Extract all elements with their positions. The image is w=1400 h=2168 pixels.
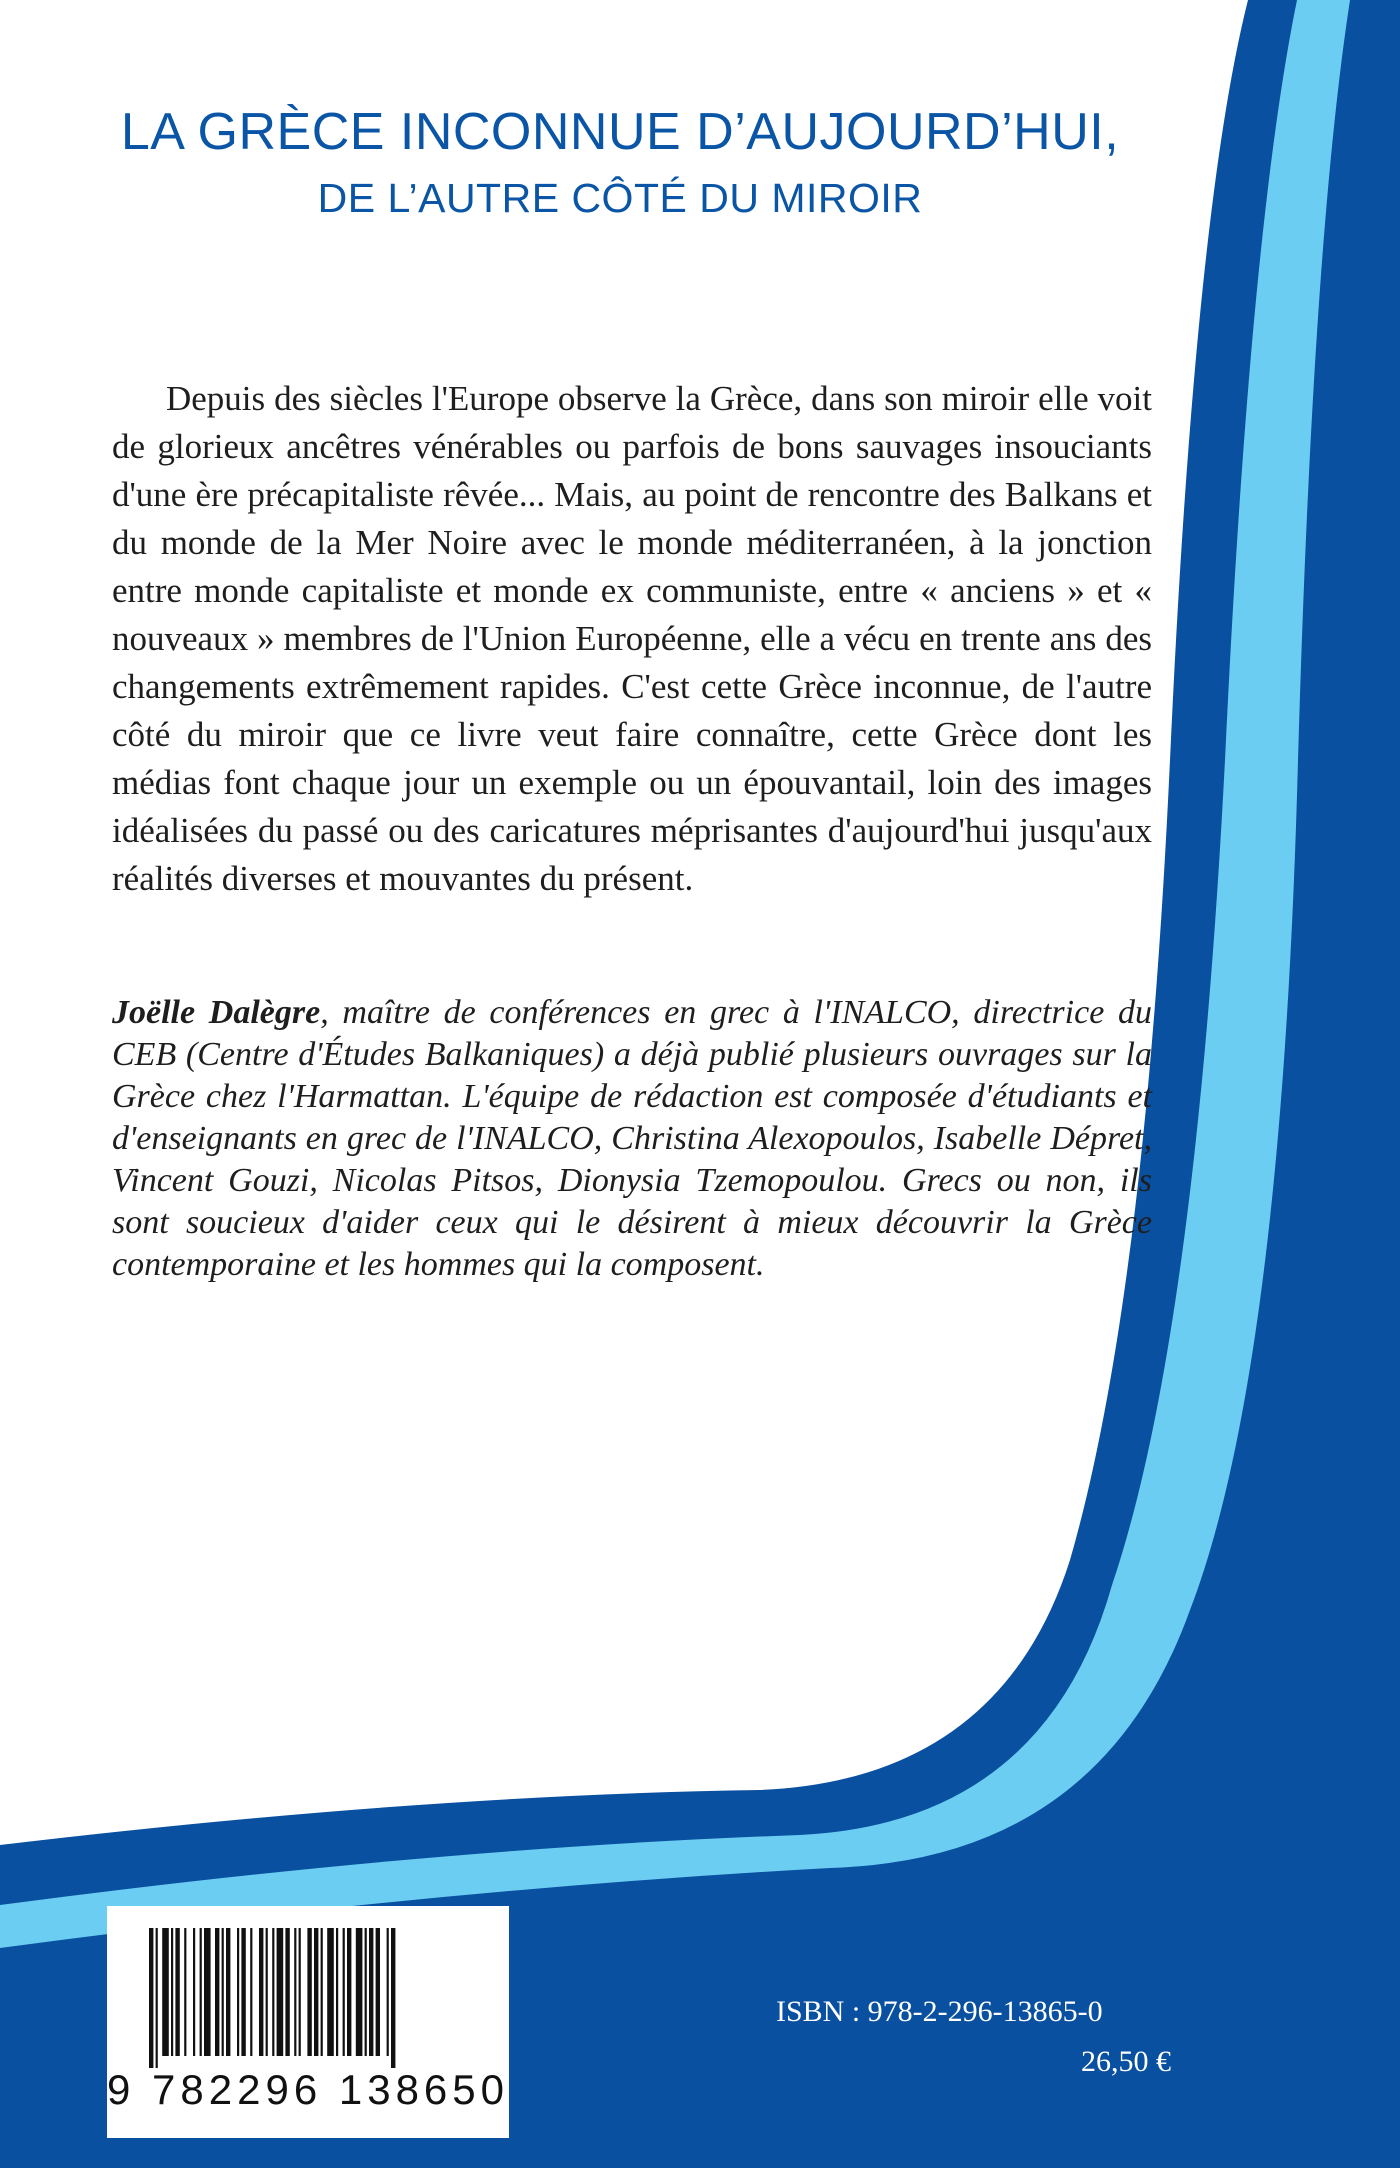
author-name: Joëlle Dalègre [112,994,321,1031]
title-line-1: LA GRÈCE INCONNUE D’AUJOURD’HUI, [120,103,1120,161]
barcode-bar [250,1928,252,2056]
barcode-bar [277,1928,284,2056]
intro-paragraph: Depuis des siècles l'Europe observe la Grèce, dans son miroir elle voit de glorieux ancêtres vénérables ou parfois de bons sauvages insouciants d'une ère précapitaliste rêvée... Mais, au point de rencontre des Balkans et du monde de la Mer Noire avec le monde méditerranéen, à la jonction entre monde capitaliste et monde ex communiste, entre « anciens » et « nouveaux » membres de l'Union Européenne, elle a vécu en trente ans des changements extrêmement rapides. C'est cette Grèce inconnue, de l'autre côté du miroir que ce livre veut faire connaître, cette Grèce dont les médias font chaque jour un exemple ou un épouvantail, loin des images idéalisées du passé ou des caricatures méprisantes d'aujourd'hui jusqu'aux réalités diverses et mouvantes du présent. [112,379,1152,898]
barcode-bar [184,1928,186,2056]
isbn-label: ISBN : 978-2-296-13865-0 [776,1995,1103,2028]
barcode-bar [327,1928,334,2056]
barcode-bars [149,1928,467,2068]
barcode-bar [294,1928,296,2056]
barcode [107,1906,509,2138]
barcode-bar [391,1928,395,2068]
author-bio: , maître de conférences en grec à l'INALCO, directrice du CEB (Centre d'Études Balkaniques) a déjà publié plusieurs ouvrages sur la Grèce chez l'Harmattan. L'équipe de rédaction est composée d'étudiants et d'enseignants en grec de l'INALCO, Christina Alexopoulos, Isabelle Dépret, Vincent Gouzi, Nicolas Pitsos, Dionysia Tzemopoulou. Grecs ou non, ils sont soucieux d'aider ceux qui le désirent à mieux découvrir la Grèce contemporaine et les hommes qui la composent. [112,994,1152,1283]
barcode-bar [149,1928,153,2068]
barcode-bar [162,1928,169,2056]
barcode-bar [321,1928,323,2056]
barcode-bar [266,1928,268,2056]
barcode-bar [171,1928,173,2056]
title-line-2: DE L’AUTRE CÔTÉ DU MIROIR [317,175,923,221]
barcode-bar [299,1928,301,2056]
barcode-bar [343,1928,345,2056]
barcode-bar [259,1928,263,2056]
barcode-bar [347,1928,351,2056]
barcode-bar [175,1928,179,2056]
barcode-bar [215,1928,219,2056]
barcode-bar [241,1928,245,2056]
barcode-bar [369,1928,373,2056]
barcode-bar [222,1928,224,2056]
barcode-bar [193,1928,195,2056]
barcode-bar [200,1928,202,2056]
author-paragraph [112,992,1152,1286]
price-label: 26,50 € [1081,2045,1171,2078]
barcode-bar [387,1928,389,2056]
barcode-bar [365,1928,367,2056]
barcode-bar [204,1928,211,2056]
barcode-bar [336,1928,338,2056]
barcode-bar [237,1928,239,2056]
barcode-bar [272,1928,274,2056]
barcode-bar [356,1928,363,2056]
barcode-bar [156,1928,158,2068]
barcode-bar [285,1928,289,2056]
barcode-digits: 9 782296 138650 [107,2066,509,2113]
barcode-bar [226,1928,230,2056]
barcode-bar [307,1928,311,2056]
barcode-bar [376,1928,380,2056]
barcode-bar [314,1928,318,2056]
